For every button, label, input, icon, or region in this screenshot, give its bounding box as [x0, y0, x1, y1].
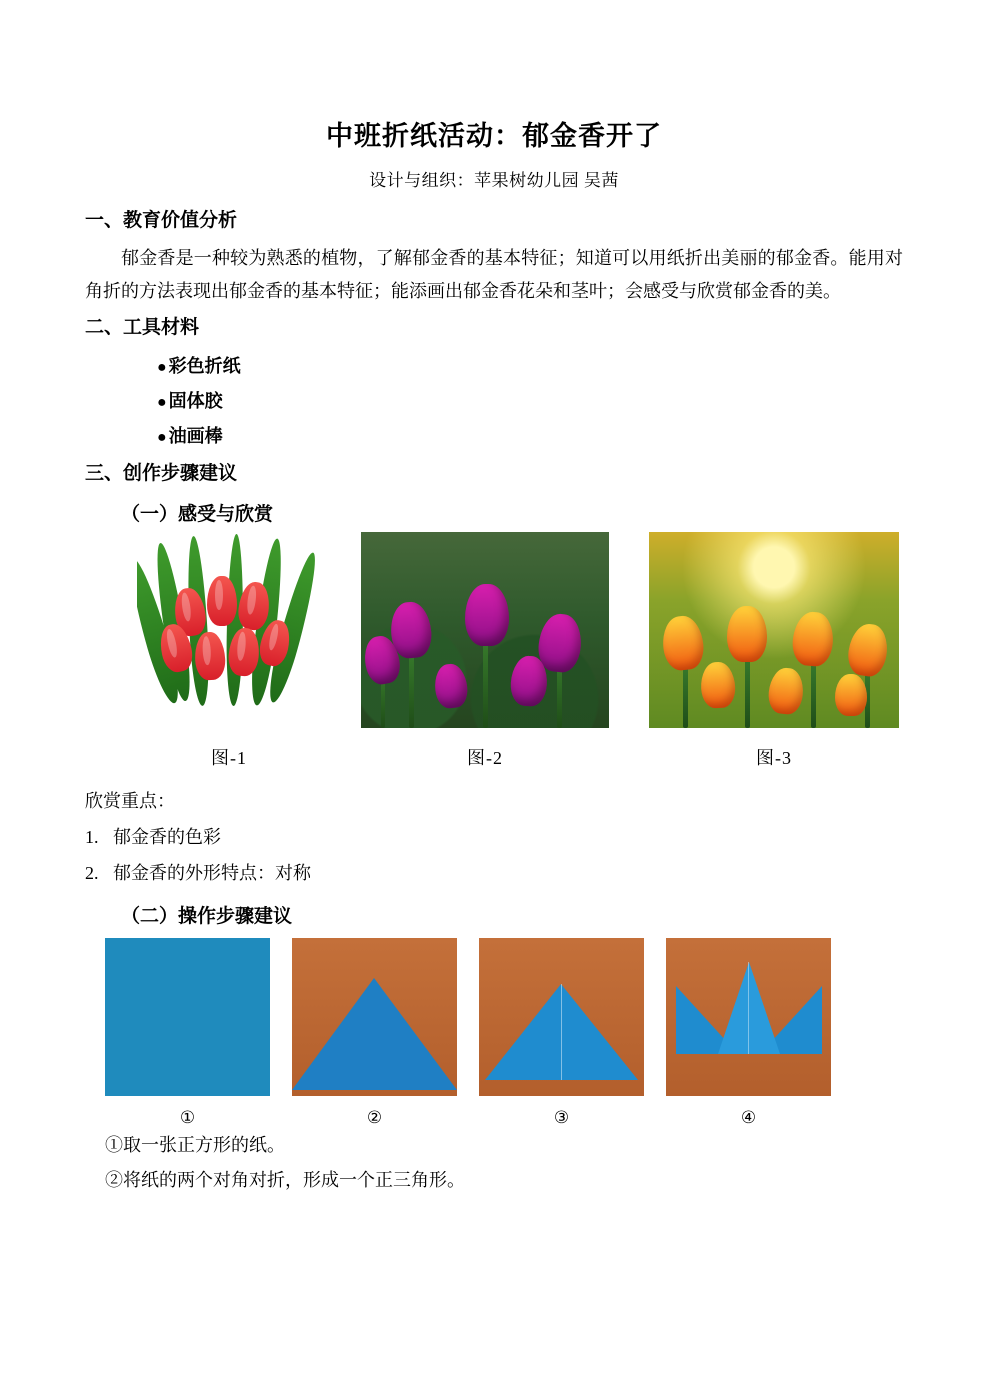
- folded-triangle-image: [292, 938, 457, 1096]
- materials-list: [85, 349, 903, 454]
- material-label: 彩色折纸: [168, 355, 241, 376]
- step-caption: ③: [553, 1107, 570, 1127]
- notes-label: 欣赏重点：: [85, 790, 175, 811]
- operation-steps-row: [85, 938, 903, 1128]
- photo-caption: 图-2: [467, 747, 503, 768]
- page-subtitle: 设计与组织：苹果树幼儿园 吴茜: [369, 171, 619, 191]
- numbered-item: [85, 855, 903, 891]
- orange-tulip-field-photo: [649, 532, 899, 728]
- operation-instruction: ①取一张正方形的纸。: [105, 1134, 285, 1155]
- step-caption: ②: [366, 1107, 383, 1127]
- item-number: 1.: [85, 826, 99, 847]
- step-cell-3: [479, 938, 644, 1128]
- step-cell-2: [292, 938, 457, 1128]
- operation-instruction: ②将纸的两个对角对折，形成一个正三角形。: [105, 1169, 465, 1190]
- blue-square-paper-image: [105, 938, 270, 1096]
- item-text: 郁金香的外形特点：对称: [113, 862, 311, 883]
- material-label: 油画棒: [168, 426, 223, 447]
- photo-cell-2: [361, 532, 609, 770]
- page-title: 中班折纸活动：郁金香开了: [326, 121, 662, 151]
- step-cell-4: [666, 938, 831, 1128]
- step-cell-1: [105, 938, 270, 1128]
- step-caption: ④: [740, 1107, 757, 1127]
- tulip-folded-shape-image: [666, 938, 831, 1096]
- section-heading-materials: 二、工具材料: [85, 317, 200, 339]
- subheading-appreciation: （一）感受与欣赏: [121, 503, 274, 525]
- photo-caption: 图-1: [211, 747, 247, 768]
- numbered-item: [85, 819, 903, 855]
- bullet-icon: ●: [157, 429, 167, 447]
- item-text: 郁金香的色彩: [113, 826, 221, 847]
- appreciation-notes: [85, 784, 903, 891]
- purple-tulip-field-photo: [361, 532, 609, 728]
- bullet-icon: ●: [157, 358, 167, 376]
- triangle-with-crease-image: [479, 938, 644, 1096]
- list-item: [85, 419, 903, 454]
- list-item: [85, 384, 903, 419]
- list-item: [85, 349, 903, 384]
- step-caption: ①: [179, 1107, 196, 1127]
- section-heading-steps: 三、创作步骤建议: [85, 463, 238, 485]
- appreciation-photo-row: [85, 532, 903, 770]
- bullet-icon: ●: [157, 394, 167, 412]
- item-number: 2.: [85, 862, 99, 883]
- photo-caption: 图-3: [756, 747, 792, 768]
- subheading-operation: （二）操作步骤建议: [121, 905, 293, 927]
- section-heading-value-analysis: 一、教育价值分析: [85, 210, 238, 232]
- value-analysis-paragraph: 郁金香是一种较为熟悉的植物，了解郁金香的基本特征；知道可以用纸折出美丽的郁金香。能用对角折的方法表现出郁金香的基本特征；能添画出郁金香花朵和茎叶；会感受与欣赏郁金香的美。: [85, 247, 903, 302]
- material-label: 固体胶: [168, 391, 223, 412]
- photo-cell-1: [137, 532, 321, 770]
- red-tulip-bouquet-photo: [137, 532, 321, 728]
- photo-cell-3: [649, 532, 899, 770]
